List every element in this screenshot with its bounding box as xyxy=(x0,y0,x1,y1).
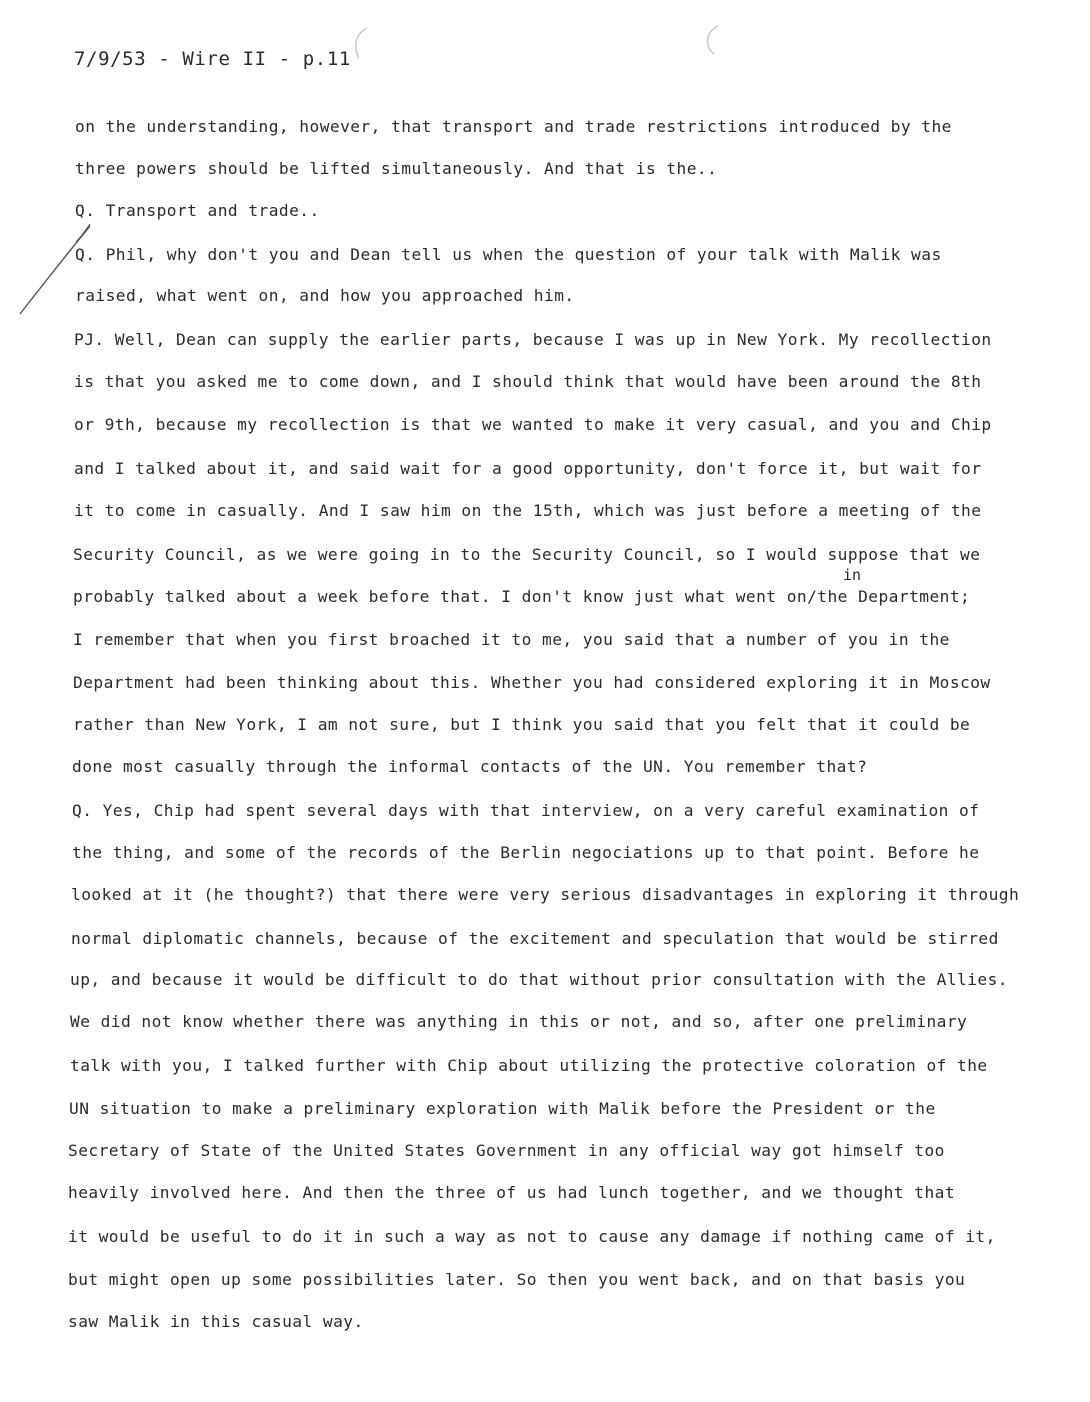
page-header: 7/9/53 - Wire II - p.11 xyxy=(74,48,351,70)
text-line: saw Malik in this casual way. xyxy=(68,1312,364,1331)
text-line: probably talked about a week before that. I don't know just what went on/the Department; xyxy=(73,587,971,606)
text-line: I remember that when you first broached it to me, you said that a number of you in the xyxy=(73,630,950,649)
text-line: We did not know whether there was anything in this or not, and so, after one preliminary xyxy=(70,1012,968,1031)
text-line: it would be useful to do it in such a way as not to cause any damage if nothing came of it, xyxy=(68,1227,996,1246)
text-line: the thing, and some of the records of the Berlin negociations up to that point. Before he xyxy=(72,843,980,862)
text-line: Security Council, as we were going in to the Security Council, so I would suppose that we xyxy=(73,545,981,564)
text-line: up, and because it would be difficult to do that without prior consultation with the Allies. xyxy=(70,970,1009,989)
text-line: it to come in casually. And I saw him on the 15th, which was just before a meeting of the xyxy=(74,501,982,520)
text-line: raised, what went on, and how you approached him. xyxy=(75,286,575,305)
text-line: but might open up some possibilities later. So then you went back, and on that basis you xyxy=(68,1270,966,1289)
interlinear-insertion: in xyxy=(843,566,862,584)
text-line: or 9th, because my recollection is that we wanted to make it very casual, and you and Chip xyxy=(74,415,992,434)
text-line: talk with you, I talked further with Chip about utilizing the protective coloration of the xyxy=(70,1056,988,1075)
text-line: looked at it (he thought?) that there were very serious disadvantages in exploring it through xyxy=(71,885,1020,904)
scan-artifact-mark xyxy=(698,22,728,62)
text-line: UN situation to make a preliminary exploration with Malik before the President or the xyxy=(69,1099,936,1118)
text-line: on the understanding, however, that transport and trade restrictions introduced by the xyxy=(75,117,952,136)
text-line: Q. Yes, Chip had spent several days with that interview, on a very careful examination of xyxy=(72,801,980,820)
text-line: done most casually through the informal contacts of the UN. You remember that? xyxy=(72,757,868,776)
text-line: three powers should be lifted simultaneously. And that is the.. xyxy=(75,159,718,178)
text-line: normal diplomatic channels, because of the excitement and speculation that would be stirred xyxy=(71,929,999,948)
text-line: Department had been thinking about this. Whether you had considered exploring it in Moscow xyxy=(73,673,991,692)
text-line: Secretary of State of the United States Government in any official way got himself too xyxy=(68,1141,945,1160)
text-line: Q. Phil, why don't you and Dean tell us when the question of your talk with Malik was xyxy=(75,245,942,264)
margin-pen-stroke xyxy=(14,222,96,322)
text-line: PJ. Well, Dean can supply the earlier parts, because I was up in New York. My recollection xyxy=(74,330,992,349)
text-line: and I talked about it, and said wait for a good opportunity, don't force it, but wait for xyxy=(74,459,982,478)
text-line: Q. Transport and trade.. xyxy=(75,201,320,220)
text-line: heavily involved here. And then the three of us had lunch together, and we thought that xyxy=(68,1183,956,1202)
text-line: rather than New York, I am not sure, but I think you said that you felt that it could be xyxy=(73,715,971,734)
text-line: is that you asked me to come down, and I should think that would have been around the 8th xyxy=(74,372,982,391)
